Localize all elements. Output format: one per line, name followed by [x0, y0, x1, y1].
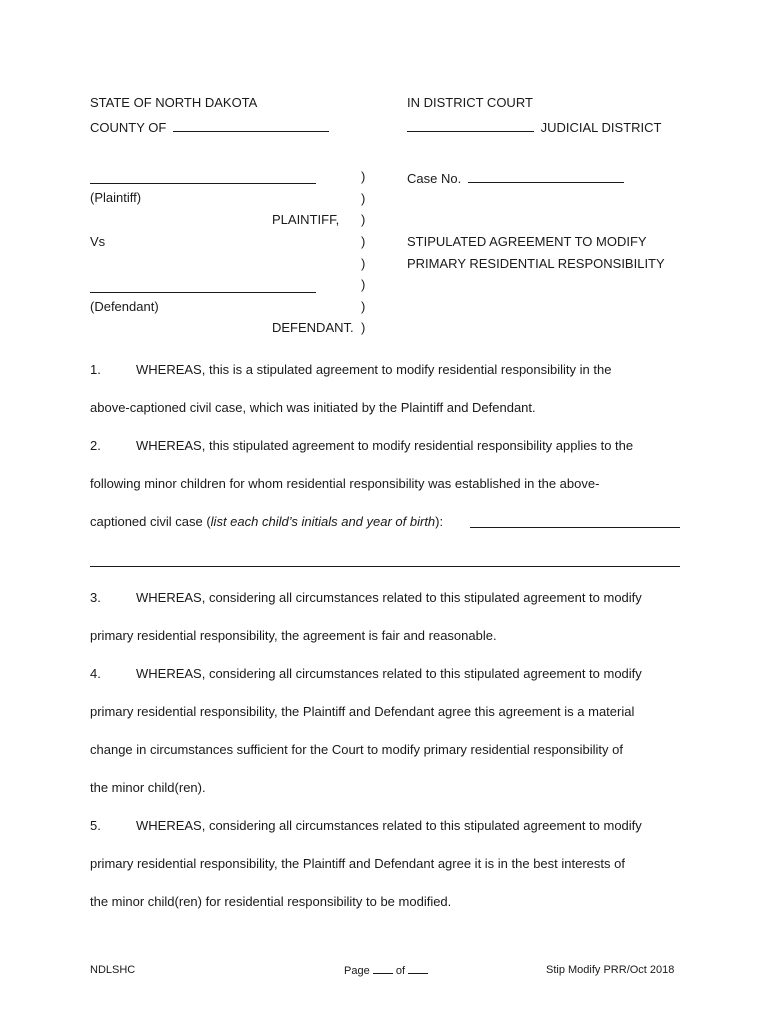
versus-label: Vs [90, 234, 106, 249]
case-number-blank[interactable] [468, 169, 624, 183]
footer-right: Stip Modify PRR/Oct 2018 [546, 964, 675, 976]
caption-paren: ) [361, 256, 366, 271]
footer-page-number [344, 962, 428, 979]
paragraph-number: 2. [90, 438, 101, 453]
paragraph-number: 3. [90, 590, 101, 605]
children-list-blank[interactable] [470, 527, 680, 528]
caption-paren: ) [361, 234, 366, 249]
paragraph-5-line3: the minor child(ren) for residential responsibility to be modified. [90, 894, 452, 909]
paragraph-number: 4. [90, 666, 101, 681]
paragraph-3-line1 [90, 590, 690, 606]
state-heading: STATE OF NORTH DAKOTA [90, 95, 258, 110]
paragraph-text: WHEREAS, this stipulated agreement to modify residential responsibility applies to the [136, 438, 634, 453]
district-line [407, 118, 661, 136]
paragraph-5-line2: primary residential responsibility, the Plaintiff and Defendant agree it is in the best interests of [90, 856, 625, 871]
plaintiff-role: PLAINTIFF, [272, 212, 340, 227]
paragraph-text: ): [435, 514, 444, 529]
paragraph-number: 5. [90, 818, 101, 833]
paragraph-5-line1 [90, 818, 690, 834]
caption-paren: ) [361, 320, 366, 335]
instruction-text: list each child’s initials and year of birth [210, 514, 436, 529]
paragraph-text: captioned civil case ( [90, 514, 211, 529]
caption-paren: ) [361, 277, 366, 292]
document-title-line2: PRIMARY RESIDENTIAL RESPONSIBILITY [407, 256, 665, 271]
caption-paren: ) [361, 191, 366, 206]
defendant-name-blank[interactable] [90, 292, 316, 293]
footer-left: NDLSHC [90, 964, 136, 976]
children-list-blank-2[interactable] [90, 566, 680, 567]
court-heading: IN DISTRICT COURT [407, 95, 533, 110]
page-label: Page [344, 965, 370, 977]
paragraph-text: WHEREAS, considering all circumstances related to this stipulated agreement to modify [136, 666, 642, 681]
judicial-district-label: JUDICIAL DISTRICT [540, 120, 662, 135]
paragraph-4-line1 [90, 666, 690, 682]
case-number-line [407, 169, 624, 187]
paragraph-1-line2: above-captioned civil case, which was initiated by the Plaintiff and Defendant. [90, 400, 536, 415]
county-label: COUNTY OF [90, 120, 167, 135]
page-number-blank [373, 962, 393, 974]
paragraph-text: WHEREAS, this is a stipulated agreement to modify residential responsibility in the [136, 362, 612, 377]
paragraph-4-line2: primary residential responsibility, the Plaintiff and Defendant agree this agreement is a material [90, 704, 635, 719]
document-title-line1: STIPULATED AGREEMENT TO MODIFY [407, 234, 647, 249]
county-blank[interactable] [173, 118, 329, 132]
caption-paren: ) [361, 212, 366, 227]
paragraph-4-line3: change in circumstances sufficient for the Court to modify primary residential responsibility of [90, 742, 623, 757]
paragraph-4-line4: the minor child(ren). [90, 780, 206, 795]
paragraph-number: 1. [90, 362, 101, 377]
plaintiff-label: (Plaintiff) [90, 190, 142, 205]
of-label: of [395, 965, 406, 977]
caption-paren: ) [361, 169, 366, 184]
caption-paren: ) [361, 299, 366, 314]
paragraph-3-line2: primary residential responsibility, the agreement is fair and reasonable. [90, 628, 497, 643]
page-total-blank [408, 962, 428, 974]
paragraph-2-line1 [90, 438, 690, 454]
paragraph-text: WHEREAS, considering all circumstances related to this stipulated agreement to modify [136, 818, 642, 833]
county-line [90, 118, 329, 136]
plaintiff-name-blank[interactable] [90, 183, 316, 184]
case-number-label: Case No. [407, 171, 462, 186]
defendant-role: DEFENDANT. [272, 320, 354, 335]
defendant-label: (Defendant) [90, 299, 159, 314]
paragraph-1-line1 [90, 362, 690, 378]
district-blank[interactable] [407, 118, 534, 132]
paragraph-2-line2: following minor children for whom residential responsibility was established in the above- [90, 476, 600, 491]
paragraph-text: WHEREAS, considering all circumstances related to this stipulated agreement to modify [136, 590, 642, 605]
